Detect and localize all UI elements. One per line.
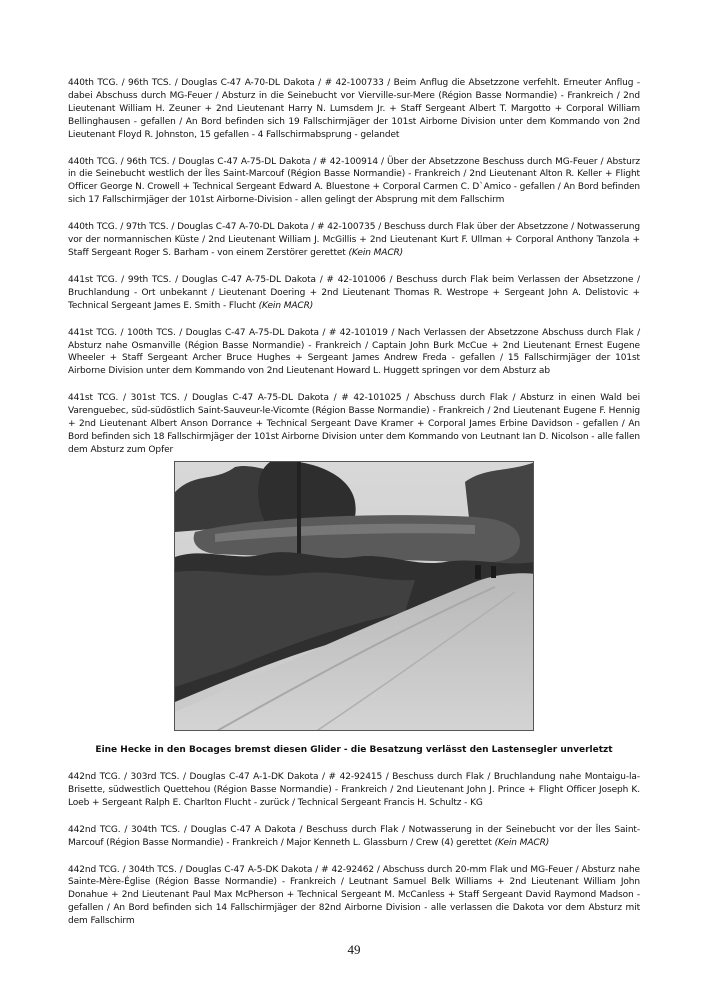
glider-photo	[174, 461, 534, 731]
loss-entry: 441st TCG. / 99th TCS. / Douglas C-47 A-75-DL Dakota / # 42-101006 / Beschuss durch Flak beim Verlassen der Absetzzone / Bruchlandung - Ort unbekannt / Lieutenant Doering + 2nd Lieutenant Thomas R. Westrope + Sergeant John A. Delistovic + Technical Sergeant James E. Smith - Flucht (Kein MACR)	[68, 274, 640, 311]
loss-entries-top	[68, 77, 640, 471]
loss-entry: 441st TCG. / 301st TCS. / Douglas C-47 A-75-DL Dakota / # 42-101025 / Abschuss durch Flak / Absturz in einen Wald bei Varenguebec, süd-südöstlich Saint-Sauveur-le-Vicomte (Région Basse Normandie) - Frankreich / 2nd Lieutenant Eugene F. Hennig + 2nd Lieutenant Albert Anson Dorrance + Technical Sergeant Dave Kramer + Corporal James Erbine Davidson - gefallen / An Bord befinden sich 18 Fallschirmjäger der 101st Airborne Division unter dem Kommando von Leutnant Ian D. Nicolson - alle fallen dem Absturz zum Opfer	[68, 393, 640, 455]
loss-entry: 440th TCG. / 96th TCS. / Douglas C-47 A-75-DL Dakota / # 42-100914 / Über der Absetzzone Beschuss durch MG-Feuer / Absturz in die Seinebucht westlich der Îles Saint-Marcouf (Région Basse Normandie) - Frankreich / 2nd Lieutenant Alton R. Keller + Flight Officer George N. Crowell + Technical Sergeant Edward A. Bluestone + Corporal Carmen C. D`Amico - gefallen / An Bord befinden sich 17 Fallschirmjäger der 101st Airborne-Division - allen gelingt der Absprung mit dem Fallschirm	[68, 156, 640, 206]
macr-note: (Kein MACR)	[348, 247, 404, 258]
loss-entries-bottom	[68, 771, 640, 942]
loss-entry: 442nd TCG. / 303rd TCS. / Douglas C-47 A-1-DK Dakota / # 42-92415 / Beschuss durch Flak / Bruchlandung nahe Montaigu-la-Brisette, südwestlich Quettehou (Région Basse Normandie) - Frankreich / 2nd Lieutenant John J. Prince + Flight Officer Joseph K. Loeb + Sergeant Ralph E. Charlton Flucht - zurück / Technical Sergeant Francis H. Schultz - KG	[68, 772, 640, 808]
loss-entry: 441st TCG. / 100th TCS. / Douglas C-47 A-75-DL Dakota / # 42-101019 / Nach Verlassen der Absetzzone Abschuss durch Flak / Absturz nahe Osmanville (Région Basse Normandie) - Frankreich / Captain John Burk McCue + 2nd Lieutenant Ernest Eugene Wheeler + Staff Sergeant Archer Bruce Hughes + Sergeant James Andrew Freda - gefallen / 15 Fallschirmjäger der 101st Airborne Division unter dem Kommando von 2nd Lieutenant Howard L. Huggett springen vor dem Absturz ab	[68, 327, 640, 377]
page-number: 49	[347, 942, 361, 957]
photo-caption: Eine Hecke in den Bocages bremst diesen Glider - die Besatzung verlässt den Lastensegler unverletzt	[95, 745, 613, 755]
loss-entry: 442nd TCG. / 304th TCS. / Douglas C-47 A Dakota / Beschuss durch Flak / Notwasserung in der Seinebucht vor der Îles Saint-Marcouf (Région Basse Normandie) - Frankreich / Major Kenneth L. Glassburn / Crew (4) gerettet (Kein MACR)	[68, 824, 640, 848]
macr-note: (Kein MACR)	[494, 837, 550, 848]
loss-entry: 442nd TCG. / 304th TCS. / Douglas C-47 A-5-DK Dakota / # 42-92462 / Abschuss durch 20-mm Flak und MG-Feuer / Absturz nahe Sainte-Mère-Église (Région Basse Normandie) - Frankreich / Leutnant Samuel Belk Williams + 2nd Lieutenant William John Donahue + 2nd Lieutenant Paul Max McPherson + Technical Sergeant M. McCanless + Staff Sergeant David Raymond Madson - gefallen / An Bord befinden sich 14 Fallschirmjäger der 82nd Airborne Division - alle verlassen die Dakota vor dem Absturz mit dem Fallschirm	[68, 864, 640, 927]
loss-entry: 440th TCG. / 97th TCS. / Douglas C-47 A-70-DL Dakota / # 42-100735 / Beschuss durch Flak über der Absetzzone / Notwasserung vor der normannischen Küste / 2nd Lieutenant William J. McGillis + 2nd Lieutenant Kurt F. Ullman + Corporal Anthony Tanzola + Staff Sergeant Roger S. Barham - von einem Zerstörer gerettet (Kein MACR)	[68, 222, 640, 258]
loss-entry: 440th TCG. / 96th TCS. / Douglas C-47 A-70-DL Dakota / # 42-100733 / Beim Anflug die Absetzzone verfehlt. Erneuter Anflug - dabei Abschuss durch MG-Feuer / Absturz in die Seinebucht vor Vierville-sur-Mere (Région Basse Normandie) - Frankreich / 2nd Lieutenant William H. Zeuner + 2nd Lieutenant Harry N. Lumsdem Jr. + Staff Sergeant Albert T. Margotto + Corporal William Bellinghausen - gefallen / An Bord befinden sich 19 Fallschirmjäger der 101st Airborne Division unter dem Kommando von 2nd Lieutenant Floyd R. Johnston, 15 gefallen - 4 Fallschirmabsprung - gelandet	[68, 78, 640, 140]
macr-note: (Kein MACR)	[258, 300, 314, 311]
